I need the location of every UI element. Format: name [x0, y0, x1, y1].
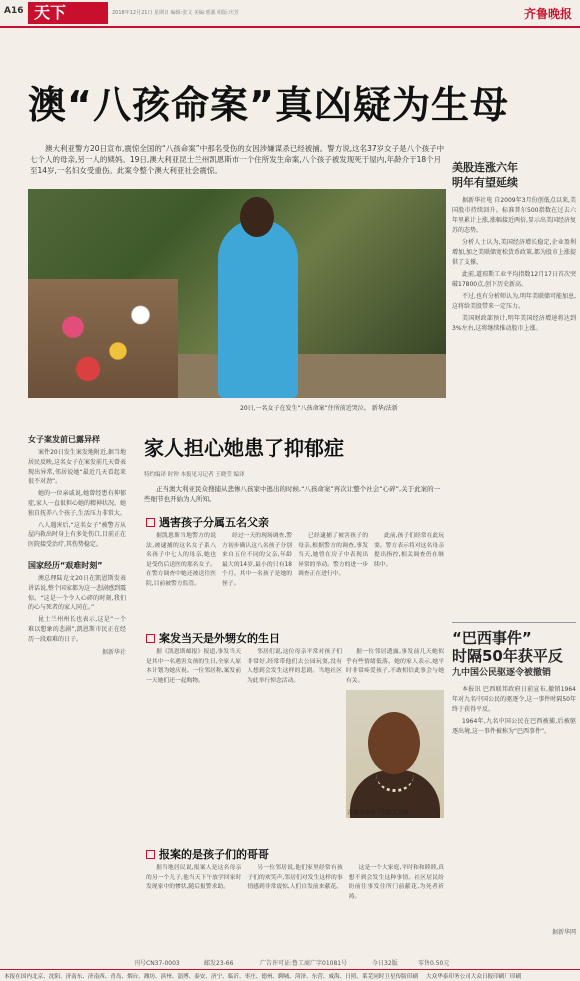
column-text: 已经逮捕了被害孩子的母亲,根据警方的调查,事发当天,她曾在房子中表现出异常的举动。警方的进一步调查正在进行中。: [298, 533, 368, 578]
left-body-2: [28, 574, 126, 645]
right-story-1-title: 美股连涨六年: [452, 161, 518, 174]
square-bullet-icon: [146, 518, 155, 527]
column-text: 另一位邻居说,他们家里经常有孩子们的欢笑声,邻居们对发生这样的事情感到非常震惊,人们自发前来献花。: [247, 865, 343, 891]
right-paragraph: 本报讯 巴西联邦政府日前宣布,撤销1964年对九名中国公民的驱逐令,这一事件时隔50年终于获得平反。: [452, 686, 576, 713]
left-paragraph: 澳总理陆克文20日在凯恩斯发表讲话说,整个国家都为这一悲剧感到震惊。“这是一个令人心碎的时刻,我们的心与死者的家人同在。”: [28, 574, 126, 612]
footer-postal: 邮发23-66: [204, 960, 234, 967]
column-text: 邻居们说,这位母亲平常对孩子们非常好,经常带他们去公园玩耍,没有人想到会发生这样的悲剧。当地社区为此举行悼念活动。: [247, 649, 342, 684]
footer-price: 零售0.50元: [418, 960, 450, 967]
story-credits: 特约编译 时钟 本报见习记者 王晓莹 编译: [144, 472, 245, 478]
suspect-portrait: [346, 690, 444, 818]
column-text: 这是一个大家庭,平时和和睦睦,真想不到会发生这种事情。社区居民纷纷前往事发住所门前献花,为死者祈祷。: [348, 865, 444, 900]
right-story-1-title-line2: 明年有望延续: [452, 176, 518, 189]
footer-pages: 今日32版: [372, 960, 398, 967]
column-text: 据一位邻居透露,事发前几天她似乎有些情绪低落。她的家人表示,她平时非常疼爱孩子,不敢相信此事会与她有关。: [346, 649, 444, 684]
right-column: [452, 160, 576, 936]
footer-print-locations: 本报在国内北京、沈阳、济南东、济南西、青岛、烟台、潍坊、滨州、淄博、泰安、济宁、临沂、枣庄、德州、聊城、菏泽、东营、威海、日照、莱芜同时卫星传版印刷: [4, 974, 418, 980]
portrait-caption: 涉嫌谋杀孩子们的瓦尼娜: [348, 810, 409, 816]
right-story-2-title-line2: 时隔50年获平反: [452, 647, 563, 665]
woman-head: [240, 197, 274, 237]
header-meta: 2018年12月21日 星期日 编辑:张文 美编:邢强 组版:庆芳: [112, 10, 239, 16]
right-story-2-body: [452, 685, 576, 925]
left-paragraph: 八人遇害后,“这名女子”被警方从屋内救出时身上有多处伤口,目前正在医院接受治疗,其伤势稳定。: [28, 521, 126, 549]
right-divider: [452, 622, 576, 623]
woman-figure: [218, 219, 298, 398]
square-bullet-icon: [146, 634, 155, 643]
right-paragraph: 美国财政部预计,明年美国经济增速将达到3%左右,这将继续推动股市上涨。: [452, 315, 576, 332]
section-3-columns: [146, 864, 444, 954]
story-intro: 正当澳大利亚民众搜捕从悲惨八孩家中逃出的时候,“八孩命案”再次让整个社会“心碎”,关于此案的一些细节也开始为人所知。: [144, 485, 441, 503]
right-paragraph: 不过,也有分析师认为,明年美联储可能加息,这将给美股带来一定压力。: [452, 293, 576, 310]
left-byline: 据新华社: [101, 648, 126, 656]
left-paragraph: 案件20日发生案发地附近,据当地居民反映,这名女子在案发前几天曾表现出异常,邻居说她“最近几天看起来很不对劲”。: [28, 449, 126, 486]
right-paragraph: 1964年,九名中国公民在巴西被捕,后被驱逐出境,这一事件被称为“巴西事件”。: [452, 718, 576, 735]
newspaper-logo: 齐鲁晚报: [523, 7, 572, 21]
right-byline: 据新华网: [551, 929, 576, 936]
footer-info: [0, 958, 580, 968]
right-paragraph: 此前,道琼斯工业平均指数12月17日首次突破17800点,创下历史新高。: [452, 271, 576, 288]
page-number: A16: [4, 6, 24, 16]
column-text: 据当地居民说,报案人是这名母亲的另一个儿子,他当天下午放学回家时发现家中的惨状,随后报警求助。: [146, 865, 242, 891]
lead-paragraph: 澳大利亚警方20日宣布,震惊全国的“八孩命案”中那名受伤的女因涉嫌谋杀已经被捕。警方说,这名37岁女子是八个孩子中七个人的母亲,另一人的姨妈。19日,澳大利亚昆士兰州凯恩斯市一个住所发生命案,八个孩子被发现死于屋内,年龄介于18个月至14岁,一名妇女受重伤。此案令整个澳大利亚社会震惊。: [30, 144, 445, 175]
footer-print-sites: [0, 969, 580, 981]
section-heading-1: [146, 514, 269, 530]
right-story-2-title: “巴西事件”: [452, 629, 532, 647]
page-header: [0, 0, 580, 26]
left-column: [28, 430, 126, 656]
flower-tributes: [28, 279, 178, 398]
right-story-2-subtitle: 九中国公民驱逐令被撤销: [452, 668, 552, 678]
section-1-columns: [146, 532, 444, 620]
footer-ad-license: 广告许可证:鲁工商广字01081号: [260, 960, 348, 967]
right-paragraph: 分析人士认为,美国经济增长稳定,企业盈利增加,加之美联储宽松货币政策,都为股市上涨提供了支撑。: [452, 239, 576, 266]
footer-issn: 刊号CN37-0003: [134, 960, 180, 967]
left-body-1: [28, 448, 126, 550]
section-2-column-3: [346, 648, 444, 688]
section-2-columns: [146, 648, 342, 838]
section-title: 遇害孩子分属五名父亲: [159, 516, 269, 529]
story-subheadline: 家人担心她患了抑郁症: [144, 436, 344, 460]
right-paragraph: 据新华社电 自2009年3月份创低点以来,美国股市持续回升。标准普尔500指数在过去六年里累计上涨,涨幅接近两倍,显示出美国经济复苏的态势。: [452, 197, 576, 234]
left-paragraph: 她的一位亲戚说,她曾经患有抑郁症,家人一直很担心她的精神状况。她独自抚养八个孩子,生活压力非常大。: [28, 490, 126, 517]
left-heading-1: 女子案发前已露异样: [28, 435, 100, 444]
square-bullet-icon: [146, 850, 155, 859]
main-headline: 澳“八孩命案”真凶疑为生母: [28, 83, 509, 127]
column-text: 经过一天的现场调查,警方初步确认这八名孩子分别来自五位不同的父亲,年龄最大的14岁,最小的只有18个月。其中一名孩子是她的侄子。: [222, 533, 292, 587]
column-text: 据凯恩斯当地警方的说法,被逮捕的这名女子系八名孩子中七人的母亲,她也是受伤后送医的那名女子。在警方调查中她还被送往医院,目前被警方监管。: [146, 533, 216, 587]
section-heading-3: [146, 846, 269, 862]
section-title: 报案的是孩子们的哥哥: [159, 848, 269, 861]
photo-caption: 20日,一名女子在发生“八孩命案”住所前近哭泣。 新华/法新: [240, 405, 398, 412]
section-label: 天下: [28, 2, 108, 24]
left-paragraph: 昆士兰州州长也表示,这是“一个难以想象的悲剧”,凯恩斯市民正在经历一段艰难的日子。: [28, 616, 126, 643]
column-text: 据《凯恩斯邮报》报道,事发当天是其中一名遇害女孩的生日,全家人原本计划为她庆祝。一位邻居称,案发前一天她们还一起购物。: [146, 649, 241, 684]
header-divider: [0, 26, 580, 28]
portrait-face: [368, 712, 420, 774]
footer-printer: 大众华泰印务公司大众日报印刷厂印刷: [426, 974, 522, 980]
section-heading-2: [146, 630, 280, 646]
right-story-1-body: [452, 196, 576, 616]
left-heading-2: 国家经历“艰难时刻”: [28, 560, 103, 570]
section-title: 案发当天是外甥女的生日: [159, 632, 280, 645]
column-text: 此前,孩子们经常在此玩耍。警方表示将对这名母亲提出指控,相关调查仍在继续中。: [374, 533, 444, 568]
main-photo: [28, 189, 446, 398]
